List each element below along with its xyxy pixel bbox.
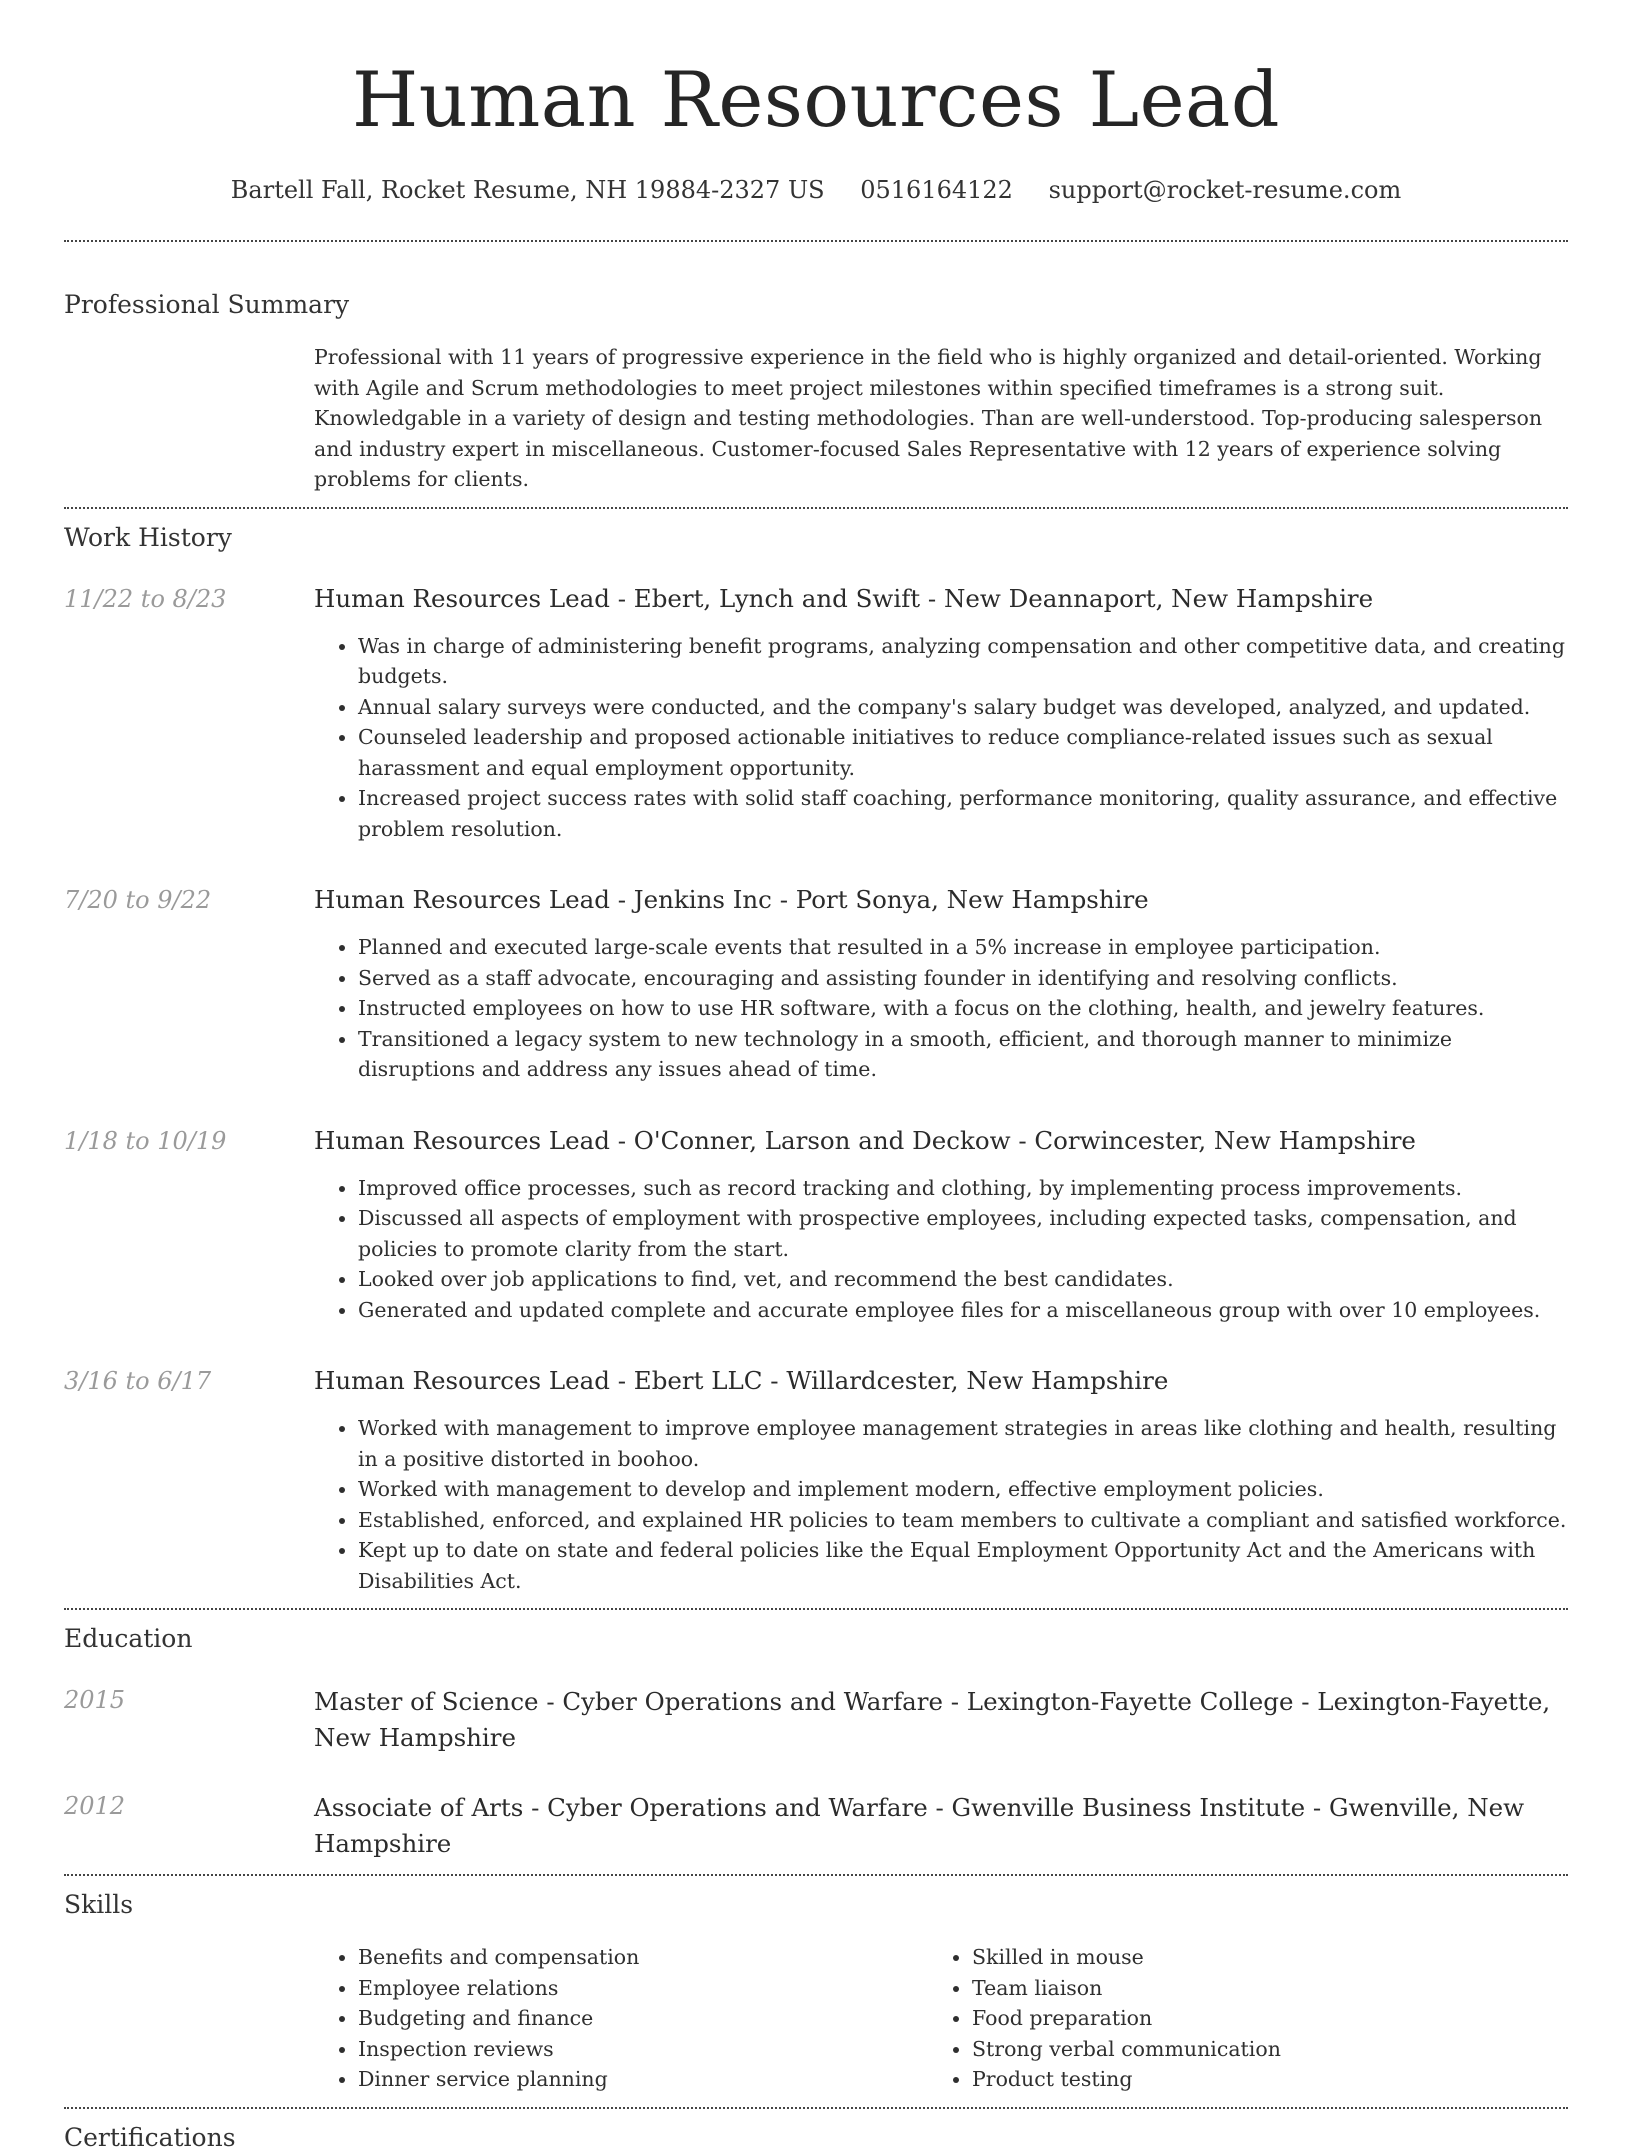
- candidate-name: Human Resources Lead: [351, 55, 1281, 144]
- job-bullet: • Transitioned a legacy system to new technology in a smooth, efficient, and thorough manner to minimize disruptions and address any issues ahead of time.: [358, 1024, 1568, 1085]
- skill-item: • Budgeting and finance: [358, 2003, 928, 2034]
- job-entry: [64, 583, 1568, 845]
- job-bullet: • Worked with management to improve employee management strategies in areas like clothing and health, resulting in a positive distorted in boohoo.: [358, 1413, 1568, 1474]
- job-title: Human Resources Lead - Ebert, Lynch and Swift - New Deannaport, New Hampshire: [314, 583, 1374, 613]
- job-title: Human Resources Lead - O'Conner, Larson and Deckow - Corwincester, New Hampshire: [314, 1125, 1416, 1155]
- job-bullet: • Worked with management to develop and implement modern, effective employment policies.: [358, 1474, 1568, 1505]
- section-title-skills: Skills: [64, 1890, 134, 1919]
- job-bullets: [314, 1413, 1568, 1596]
- job-entry: [64, 884, 1568, 1085]
- skill-item: • Strong verbal communication: [972, 2034, 1542, 2065]
- education-entry: [64, 1790, 1568, 1862]
- job-bullet: • Established, enforced, and explained HR policies to team members to cultivate a compliant and satisfied workforce.: [358, 1505, 1568, 1536]
- skill-item: • Dinner service planning: [358, 2064, 928, 2095]
- skill-item: • Product testing: [972, 2064, 1542, 2095]
- skill-item: • Benefits and compensation: [358, 1942, 928, 1973]
- job-entry: [64, 1365, 1568, 1596]
- job-bullet: • Increased project success rates with solid staff coaching, performance monitoring, quality assurance, and effective problem resolution.: [358, 783, 1568, 844]
- section-title-certifications: Certifications: [64, 2122, 236, 2152]
- skill-item: • Team liaison: [972, 1973, 1542, 2004]
- skills-list-right: [928, 1942, 1542, 2095]
- education-title: Master of Science - Cyber Operations and Warfare - Lexington-Fayette College - Lexington-Fayette, New Hampshire: [314, 1687, 1551, 1752]
- job-bullet: • Discussed all aspects of employment with prospective employees, including expected tasks, compensation, and policies to promote clarity from the start.: [358, 1203, 1568, 1264]
- job-bullet: • Was in charge of administering benefit programs, analyzing compensation and other competitive data, and creating budgets.: [358, 631, 1568, 692]
- job-bullet: • Kept up to date on state and federal policies like the Equal Employment Opportunity Act and the Americans with Disabilities Act.: [358, 1535, 1568, 1596]
- job-bullet: • Planned and executed large-scale events that resulted in a 5% increase in employee participation.: [358, 932, 1568, 963]
- education-date: 2012: [64, 1792, 126, 1820]
- contact-address: Bartell Fall, Rocket Resume, NH 19884-2327 US: [230, 176, 825, 204]
- education-entry: [64, 1684, 1568, 1756]
- skill-item: • Skilled in mouse: [972, 1942, 1542, 1973]
- job-bullet: • Improved office processes, such as record tracking and clothing, by implementing process improvements.: [358, 1173, 1568, 1204]
- skill-item: • Inspection reviews: [358, 2034, 928, 2065]
- job-bullet: • Served as a staff advocate, encouraging and assisting founder in identifying and resolving conflicts.: [358, 963, 1568, 994]
- skills-list-left: [314, 1942, 928, 2095]
- job-date: 1/18 to 10/19: [64, 1126, 227, 1155]
- contact-line: [64, 174, 1568, 206]
- education-title: Associate of Arts - Cyber Operations and Warfare - Gwenville Business Institute - Gwenville, New Hampshire: [314, 1793, 1525, 1858]
- job-title: Human Resources Lead - Ebert LLC - Willardcester, New Hampshire: [314, 1366, 1169, 1395]
- contact-phone: 0516164122: [860, 176, 1013, 204]
- work-history-section: [64, 509, 1568, 1597]
- education-date: 2015: [64, 1686, 126, 1714]
- job-bullet: • Looked over job applications to find, vet, and recommend the best candidates.: [358, 1264, 1568, 1295]
- skill-item: • Food preparation: [972, 2003, 1542, 2034]
- job-bullets: [314, 1173, 1568, 1326]
- skill-item: • Employee relations: [358, 1973, 928, 2004]
- job-date: 11/22 to 8/23: [64, 584, 227, 613]
- skills-section: [64, 1876, 1568, 2095]
- certifications-section: [64, 2109, 1568, 2155]
- skills-columns: [314, 1942, 1568, 2095]
- job-bullet: • Instructed employees on how to use HR software, with a focus on the clothing, health, and jewelry features.: [358, 993, 1568, 1024]
- job-bullet: • Annual salary surveys were conducted, and the company's salary budget was developed, analyzed, and updated.: [358, 692, 1568, 723]
- summary-section: [64, 242, 1568, 495]
- section-title-education: Education: [64, 1624, 193, 1653]
- job-date: 7/20 to 9/22: [64, 886, 212, 914]
- job-entry: [64, 1125, 1568, 1326]
- job-bullet: • Generated and updated complete and accurate employee files for a miscellaneous group with over 10 employees.: [358, 1295, 1568, 1326]
- resume-header: [64, 0, 1568, 206]
- job-bullet: • Counseled leadership and proposed actionable initiatives to reduce compliance-related issues such as sexual harassment and equal employment opportunity.: [358, 722, 1568, 783]
- summary-text: Professional with 11 years of progressive experience in the field who is highly organized and detail-oriented. Working with Agile and Scrum methodologies to meet project milestones within specified timeframes is a strong suit. Knowledgable in a variety of design and testing methodologies. Than are well-understood. Top-producing salesperson and industry expert in miscellaneous. Customer-focused Sales Representative with 12 years of experience solving problems for clients.: [314, 345, 1543, 491]
- job-title: Human Resources Lead - Jenkins Inc - Port Sonya, New Hampshire: [314, 885, 1149, 914]
- job-bullets: [314, 631, 1568, 845]
- job-bullets: [314, 932, 1568, 1085]
- contact-email: support@rocket-resume.com: [1048, 176, 1402, 204]
- job-date: 3/16 to 6/17: [64, 1367, 212, 1395]
- section-title-summary: Professional Summary: [64, 290, 350, 319]
- education-section: [64, 1610, 1568, 1862]
- section-title-work: Work History: [64, 522, 232, 552]
